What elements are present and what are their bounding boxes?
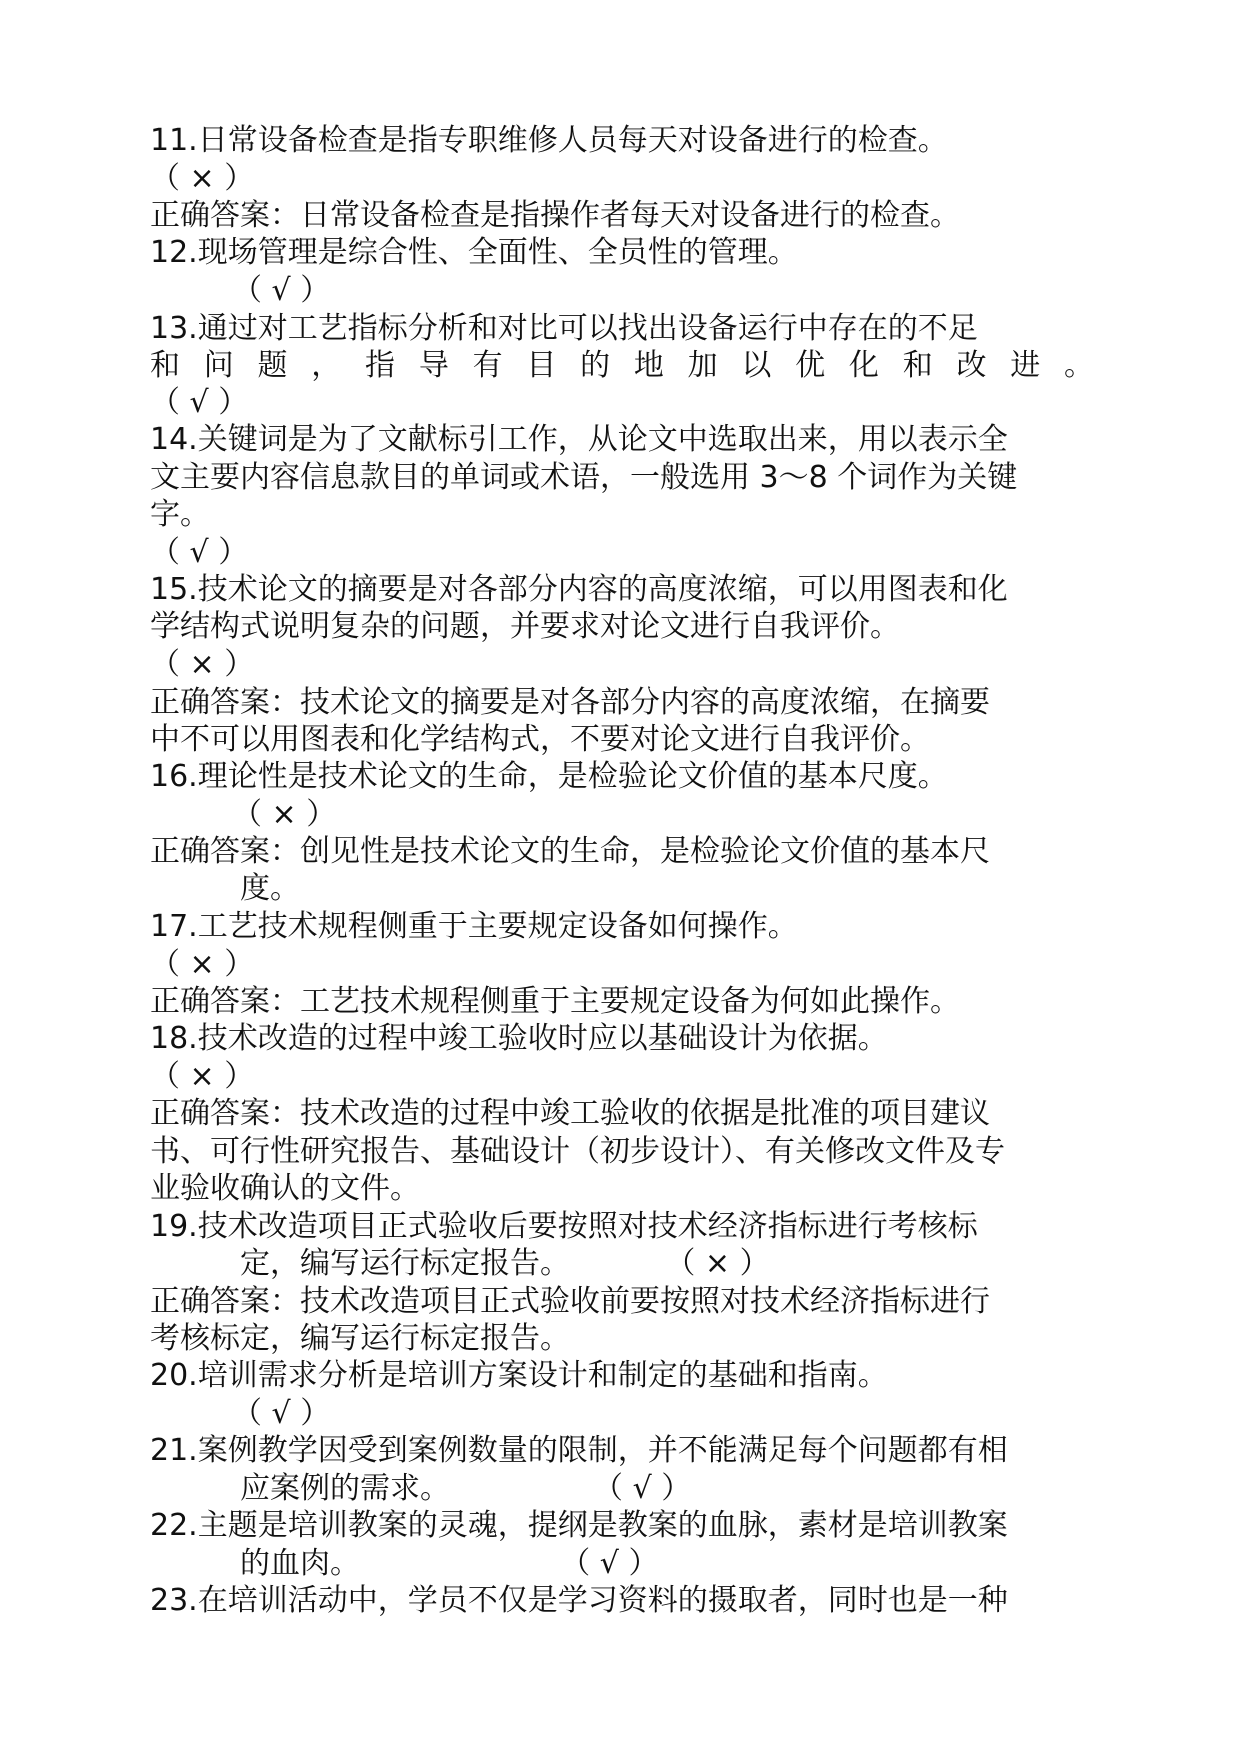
question-21-line1: 21.案例教学因受到案例数量的限制，并不能满足每个问题都有相 <box>150 1433 1008 1468</box>
answer-16-line1: 正确答案：创见性是技术论文的生命，是检验论文价值的基本尺 <box>150 834 990 869</box>
question-12: 12.现场管理是综合性、全面性、全员性的管理。 <box>150 235 798 270</box>
answer-16-line2: 度。 <box>240 871 300 906</box>
question-22-line1: 22.主题是培训教案的灵魂，提纲是教案的血脉，素材是培训教案 <box>150 1508 1008 1543</box>
mark-17: （ × ） <box>150 947 255 982</box>
question-19-line2: 定，编写运行标定报告。 （ × ） <box>240 1246 770 1281</box>
question-11: 11.日常设备检查是指专职维修人员每天对设备进行的检查。 <box>150 123 948 158</box>
answer-15-line2: 中不可以用图表和化学结构式，不要对论文进行自我评价。 <box>150 722 930 757</box>
mark-15: （ × ） <box>150 647 255 682</box>
answer-18-line3: 业验收确认的文件。 <box>150 1171 420 1206</box>
question-18: 18.技术改造的过程中竣工验收时应以基础设计为依据。 <box>150 1021 888 1056</box>
answer-19-line1: 正确答案：技术改造项目正式验收前要按照对技术经济指标进行 <box>150 1284 990 1319</box>
question-17: 17.工艺技术规程侧重于主要规定设备如何操作。 <box>150 909 798 944</box>
question-21-line2: 应案例的需求。 （ √ ） <box>240 1471 692 1506</box>
answer-17: 正确答案：工艺技术规程侧重于主要规定设备为何如此操作。 <box>150 984 960 1019</box>
question-23-line1: 23.在培训活动中，学员不仅是学习资料的摄取者，同时也是一种 <box>150 1583 1008 1618</box>
question-19-line1: 19.技术改造项目正式验收后要按照对技术经济指标进行考核标 <box>150 1209 978 1244</box>
question-14-line3: 字。 <box>150 497 210 532</box>
answer-18-line1: 正确答案：技术改造的过程中竣工验收的依据是批准的项目建议 <box>150 1096 990 1131</box>
mark-14: （ √ ） <box>150 535 249 570</box>
question-14-line1: 14.关键词是为了文献标引工作，从论文中选取出来，用以表示全 <box>150 422 1008 457</box>
question-22-line2: 的血肉。 （ √ ） <box>240 1546 659 1581</box>
mark-20: （ √ ） <box>232 1396 331 1431</box>
question-20: 20.培训需求分析是培训方案设计和制定的基础和指南。 <box>150 1358 888 1393</box>
question-15-line2: 学结构式说明复杂的问题，并要求对论文进行自我评价。 <box>150 609 900 644</box>
mark-16: （ × ） <box>232 797 337 832</box>
question-13-line2: 和 问 题 ， 指 导 有 目 的 地 加 以 优 化 和 改 进 。 <box>150 348 1094 383</box>
answer-19-line2: 考核标定，编写运行标定报告。 <box>150 1321 570 1356</box>
answer-11: 正确答案：日常设备检查是指操作者每天对设备进行的检查。 <box>150 198 960 233</box>
question-16: 16.理论性是技术论文的生命，是检验论文价值的基本尺度。 <box>150 759 948 794</box>
answer-15-line1: 正确答案：技术论文的摘要是对各部分内容的高度浓缩，在摘要 <box>150 685 990 720</box>
mark-18: （ × ） <box>150 1059 255 1094</box>
mark-13: （ √ ） <box>150 385 249 420</box>
answer-18-line2: 书、可行性研究报告、基础设计（初步设计）、有关修改文件及专 <box>150 1134 1005 1169</box>
mark-12: （ √ ） <box>232 273 331 308</box>
question-14-line2: 文主要内容信息款目的单词或术语，一般选用 3～8 个词作为关键 <box>150 460 1018 495</box>
question-15-line1: 15.技术论文的摘要是对各部分内容的高度浓缩，可以用图表和化 <box>150 572 1008 607</box>
question-13-line1: 13.通过对工艺指标分析和对比可以找出设备运行中存在的不足 <box>150 311 978 346</box>
mark-11: （ × ） <box>150 161 255 196</box>
